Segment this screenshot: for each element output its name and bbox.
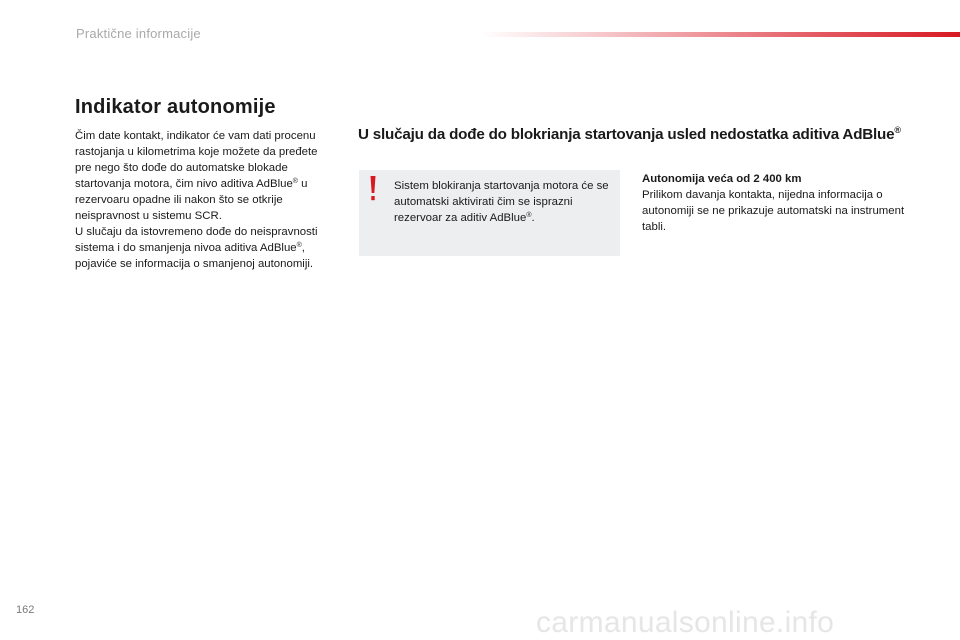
header-accent-bar xyxy=(480,32,960,37)
autonomy-description xyxy=(75,128,330,272)
exclamation-mark-icon xyxy=(369,176,377,202)
registered-mark: ® xyxy=(292,178,298,185)
warning-text-b: . xyxy=(531,212,535,224)
watermark: carmanualsonline.info xyxy=(536,606,835,639)
warning-text xyxy=(394,178,614,226)
autonomy-info xyxy=(642,171,912,235)
warning-box xyxy=(359,170,620,256)
paragraph-1 xyxy=(75,128,330,224)
registered-mark: ® xyxy=(526,212,532,219)
section-header-title: Praktične informacije xyxy=(76,26,201,41)
warning-text-a: Sistem blokiranja startovanja motora će se automatski aktivirati čim se isprazni rezervoar za aditiv AdBlue xyxy=(394,180,609,224)
subsection-title xyxy=(358,126,938,143)
subsection-title-text: U slučaju da dođe do blokrianja startovanja usled nedostatka aditiva AdBlue xyxy=(358,126,895,143)
autonomy-text: Prilikom davanja kontakta, nijedna informacija o autonomiji se ne prikazuje automatski na instrument tabli. xyxy=(642,189,905,233)
autonomy-heading: Autonomija veća od 2 400 km xyxy=(642,173,802,185)
paragraph-2-text-b: , pojaviće se informacija o smanjenoj autonomiji. xyxy=(75,242,314,270)
paragraph-1-text-a: Čim date kontakt, indikator će vam dati procenu rastojanja u kilometrima koje možete da pređete pre nego što dođe do automatske blokade startovanja motora, čim nivo aditiva AdBlue xyxy=(75,130,318,190)
paragraph-2-text-a: U slučaju da istovremeno dođe do neispravnosti sistema i do smanjenja nivoa aditiva AdBlue xyxy=(75,226,318,254)
registered-mark: ® xyxy=(894,125,901,135)
registered-mark: ® xyxy=(296,242,302,249)
page-title: Indikator autonomije xyxy=(75,96,276,118)
page-number: 162 xyxy=(16,604,35,616)
paragraph-2 xyxy=(75,224,330,272)
paragraph-1-text-b: u rezervoaru opadne ili nakon što se otkrije neispravnost u sistemu SCR. xyxy=(75,178,308,222)
